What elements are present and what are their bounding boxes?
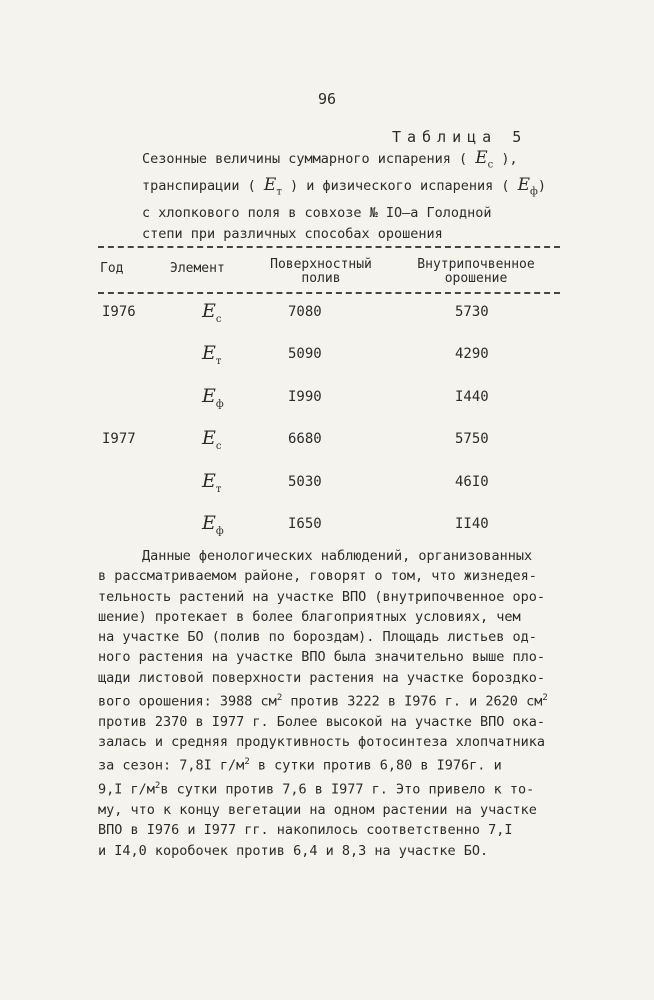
caption-text: ) и физического испарения ( <box>281 178 518 195</box>
symbol-e-f <box>517 175 538 198</box>
body-line: против 2370 в I977 г. Более высокой на участке ВПО ока- <box>98 713 546 730</box>
table-cell-surface: 5090 <box>288 346 322 362</box>
body-line: Данные фенологических наблюдений, организованных <box>142 548 533 564</box>
table-cell-element <box>202 342 221 367</box>
symbol-subscript: т <box>215 483 222 495</box>
table-header-rule <box>98 292 560 294</box>
body-line: на участке БО (полив по бороздам). Площадь листьев од- <box>98 629 537 646</box>
body-text: против 3222 в I976 г. и 2620 см <box>282 693 543 710</box>
body-line: и I4,0 коробочек против 6,4 и 8,3 на участке БО. <box>98 842 489 859</box>
symbol-letter: E <box>202 300 216 322</box>
body-line: шение) протекает в более благоприятных условиях, чем <box>98 608 521 625</box>
caption-line-3: с хлопкового поля в совхозе № IO–а Голодной <box>142 204 492 221</box>
table-cell-surface: I990 <box>288 389 322 405</box>
table-cell-element <box>202 427 221 452</box>
body-text: 9,I г/м <box>98 781 155 798</box>
page-number: 96 <box>317 90 337 108</box>
table-cell-element <box>202 300 221 325</box>
body-line <box>98 776 578 800</box>
body-line <box>98 752 578 776</box>
header-sub-line-1: Внутрипочвенное <box>417 257 535 272</box>
superscript: 2 <box>276 693 283 704</box>
caption-text: транспирации ( <box>142 178 264 195</box>
body-line: залась и средняя продуктивность фотосинтеза хлопчатника <box>98 734 546 751</box>
body-line <box>98 688 578 712</box>
symbol-subscript: ф <box>215 525 224 537</box>
table-cell-surface: I650 <box>288 516 322 532</box>
body-line: щади листовой поверхности растения на участке бороздко- <box>98 669 546 686</box>
table-cell-surface: 5030 <box>288 474 322 490</box>
body-line: в рассматриваемом районе, говорят о том, что жизнедея- <box>98 568 537 585</box>
table-cell-element <box>202 470 221 495</box>
symbol-letter: E <box>202 342 216 364</box>
table-cell-element <box>202 512 224 537</box>
caption-text: ), <box>493 151 518 167</box>
table-cell-subsurface: 4290 <box>455 346 489 362</box>
symbol-subscript: т <box>276 186 282 198</box>
symbol-subscript: с <box>215 313 222 325</box>
table-cell-subsurface: I440 <box>455 389 489 405</box>
symbol-subscript: ф <box>215 398 224 410</box>
header-element: Элемент <box>170 261 225 276</box>
body-line: ВПО в I976 и I977 гг. накопилось соответственно 7,I <box>98 822 513 839</box>
body-paragraph <box>98 546 578 861</box>
symbol-subscript: ф <box>530 186 538 198</box>
table-cell-surface: 6680 <box>288 431 322 447</box>
symbol-letter: E <box>202 470 216 492</box>
table-cell-element <box>202 385 224 410</box>
header-surface-line-2: полив <box>301 271 341 286</box>
table-cell-subsurface: 46I0 <box>455 474 489 490</box>
body-line: тельность растений на участке ВПО (внутрипочвенное оро- <box>98 588 546 605</box>
table-cell-surface: 7080 <box>288 304 322 320</box>
caption-text: ) <box>537 178 546 195</box>
body-text: за сезон: 7,8I г/м <box>98 757 245 774</box>
caption-line-4: степи при различных способах орошения <box>142 225 443 242</box>
superscript: 2 <box>154 781 161 792</box>
symbol-subscript: с <box>487 159 494 171</box>
body-line: ного растения на участке ВПО была значительно выше пло- <box>98 649 546 666</box>
symbol-letter: E <box>517 175 531 196</box>
caption-line-1 <box>142 148 562 175</box>
table-label: Таблица 5 <box>392 128 528 146</box>
caption-text: Сезонные величины суммарного испарения ( <box>142 151 476 167</box>
header-surface-irrigation <box>262 258 380 286</box>
caption-line-2 <box>142 175 562 202</box>
superscript: 2 <box>542 693 548 704</box>
body-text: в сутки против 7,6 в I977 г. Это привело к то- <box>160 781 535 798</box>
symbol-letter: E <box>202 427 216 449</box>
table-cell-subsurface: 5750 <box>455 431 489 447</box>
symbol-letter: E <box>263 175 277 196</box>
symbol-subscript: т <box>215 355 222 367</box>
table-caption <box>142 148 562 245</box>
superscript: 2 <box>244 757 250 768</box>
table-cell-subsurface: II40 <box>455 516 489 532</box>
symbol-subscript: с <box>215 440 222 452</box>
body-text: вого орошения: 3988 см <box>98 693 277 710</box>
header-year: Год <box>100 261 124 276</box>
header-surface-line-1: Поверхностный <box>270 257 372 272</box>
symbol-e-c <box>475 148 494 171</box>
body-line: му, что к концу вегетации на одном растении на участке <box>98 802 537 819</box>
header-subsurface-irrigation <box>406 258 546 286</box>
body-text: в сутки против 6,80 в I976г. и <box>249 757 502 774</box>
table-cell-year: I977 <box>102 431 136 447</box>
symbol-letter: E <box>202 512 216 534</box>
table-top-rule <box>98 246 560 248</box>
symbol-letter: E <box>202 385 216 407</box>
table-cell-year: I976 <box>102 304 136 320</box>
header-sub-line-2: орошение <box>444 271 508 286</box>
symbol-e-t <box>263 175 282 198</box>
table-cell-subsurface: 5730 <box>455 304 489 320</box>
symbol-letter: E <box>475 148 488 168</box>
